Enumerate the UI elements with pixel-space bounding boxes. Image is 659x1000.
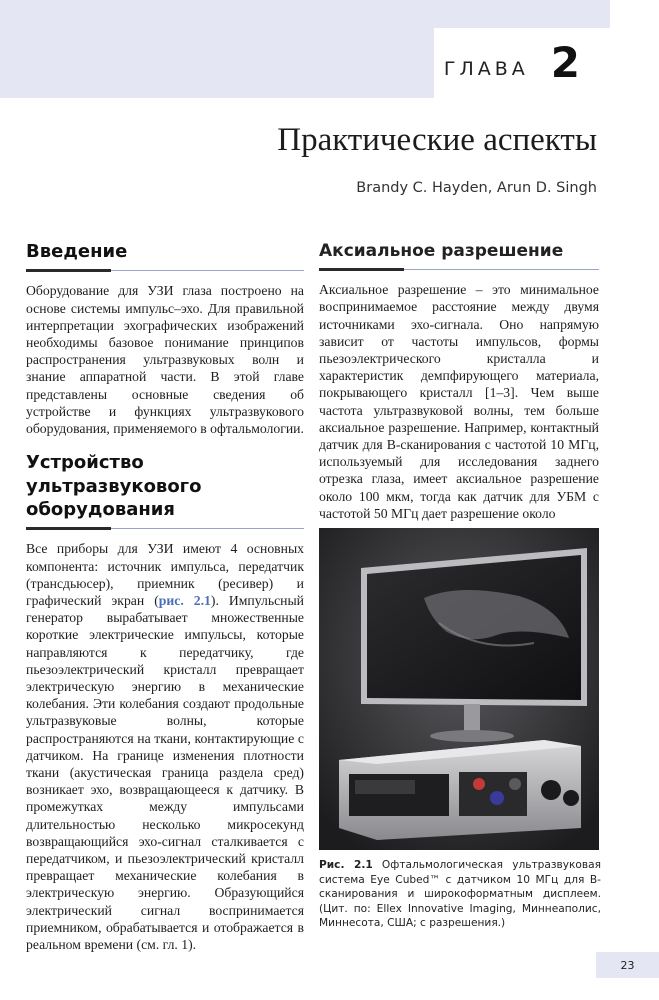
- right-column: [319, 240, 599, 522]
- section-rule: [26, 269, 304, 272]
- device-text-part1: Все приборы для УЗИ имеют 4 основных компонента: источник импульса, передатчик (трансдьюсер), приемник (ресивер) и графический экран (: [26, 541, 304, 608]
- figure-label: Рис. 2.1: [319, 859, 373, 871]
- device-text-part2: ). Импульсный генератор вырабатывает множественные короткие электрические импульсы, которые направляются к передатчику, где пьезоэлектрический кристалл превращает электрическую энергию в механические колебания. Эти колебания создают продольные ультразвуковые волны, которые распространяются на ткани, контактирующие с датчиком. На границе изменения плотности ткани (акустическая граница раздела сред) возникает эхо, возвращающееся к датчику. В промежутках между импульсами длительностью несколько микросекунд возвращающийся эхо-сигнал сталкивается с передатчиком, и пьезоэлектрический кристалл превращает механические колебания в электрическую энергию. Образующийся электрический сигнал воспринимается приемником, обрабатывается и отображается в реальном времени (см. гл. 1).: [26, 593, 304, 953]
- section-rule: [26, 527, 304, 530]
- chapter-marker: [434, 28, 610, 98]
- device-heading: Устройство ультразвукового оборудования: [26, 452, 202, 520]
- chapter-number: 2: [550, 38, 580, 87]
- intro-text: Оборудование для УЗИ глаза построено на основе системы импульс–эхо. Для правильной интерпретации эхографических изображений необходимы базовое понимание принципов распространения ультразвуковых волн и знание аппаратной части. В этой главе представлены основные сведения об устройстве и функциях ультразвукового оборудования, применяемого в офтальмологии.: [26, 283, 304, 437]
- axial-heading: Аксиальное разрешение: [319, 241, 564, 261]
- ultrasound-system-illustration: [319, 528, 599, 850]
- figure-reference-link[interactable]: рис. 2.1: [158, 593, 211, 608]
- left-column: [26, 240, 304, 953]
- chapter-title: Практические аспекты: [277, 122, 597, 158]
- intro-heading: Введение: [26, 241, 128, 262]
- figure-caption-text: Офтальмологическая ультразвуковая система Eye Cubed™ с датчиком 10 МГц для B-сканирования и широкоформатным дисплеем. (Цит. по: Ellex Innovative Imaging, Миннеаполис, Миннесота, США; с разрешения.): [319, 859, 602, 930]
- figure-photo: [319, 528, 599, 850]
- authors: Brandy C. Hayden, Arun D. Singh: [356, 180, 597, 196]
- figure-caption: [319, 858, 601, 931]
- device-text: [26, 540, 304, 953]
- section-rule: [319, 268, 599, 271]
- chapter-word: ГЛАВА: [443, 58, 529, 80]
- axial-text: Аксиальное разрешение – это минимальное воспринимаемое расстояние между двумя источниками эхо-сигнала. Оно напрямую зависит от частоты импульсов, формы пьезоэлектрического кристалла и характеристик демпфирующего материала, покрывающего кристалл [1–3]. Чем выше частота ультразвуковой волны, тем больше аксиальное разрешение. Например, контактный датчик для B-сканирования с частотой 10 МГц, используемый для исследования заднего отрезка глаза, имеет аксиальное разрешение около 100 мкм, тогда как датчик для УБМ с частотой 50 МГц дает разрешение около: [319, 282, 599, 521]
- page-number: 23: [596, 952, 659, 978]
